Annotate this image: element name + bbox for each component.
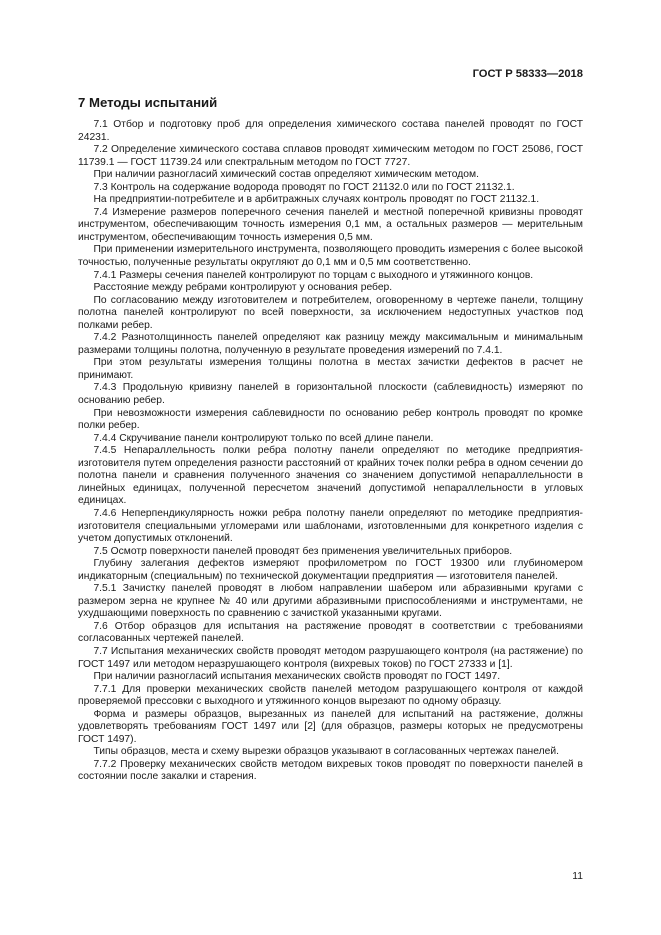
paragraph: 7.7.1 Для проверки механических свойств панелей методом разрушающего контроля от каждой проверяемой прессовки с выходного и утяжинного концов вырезают по одному образцу. bbox=[78, 683, 583, 708]
paragraph: 7.4.1 Размеры сечения панелей контролируют по торцам с выходного и утяжинного концов. bbox=[93, 269, 534, 281]
paragraph: 7.4.3 Продольную кривизну панелей в горизонтальной плоскости (саблевидность) измеряют по основанию ребер. bbox=[78, 382, 583, 407]
page-number: 11 bbox=[572, 871, 583, 882]
paragraph: При наличии разногласий испытания механических свойств проводят по ГОСТ 1497. bbox=[93, 671, 501, 683]
paragraph: 7.2 Определение химического состава сплавов проводят химическим методом по ГОСТ 25086, ГОСТ 11739.1 — ГОСТ 11739.24 или спектральным методом по ГОСТ 7727. bbox=[78, 144, 583, 168]
paragraph: 7.4.6 Неперпендикулярность ножки ребра полотну панели определяют по методике предприятия-изготовителя специальными угломерами или шаблонами, изготовленными для конкретного изделия с учетом допустимых отклонений. bbox=[78, 507, 583, 545]
paragraph: Глубину залегания дефектов измеряют профилометром по ГОСТ 19300 или глубиномером индикаторным (специальным) по технической документации предприятия — изготовителя панелей. bbox=[78, 558, 583, 582]
paragraph: 7.7.2 Проверку механических свойств методом вихревых токов проводят по поверхности панелей в состоянии после закалки и старения. bbox=[78, 758, 583, 783]
paragraph: 7.7 Испытания механических свойств проводят методом разрушающего контроля (на растяжение) по ГОСТ 1497 или методом неразрушающего контроля (вихревых токов) по ГОСТ 27333 и [1]. bbox=[78, 645, 583, 670]
paragraph: 7.4.2 Разнотолщинность панелей определяют как разницу между максимальным и минимальным размерами толщины полотна, полученную в результате проведения измерений по 7.4.1. bbox=[78, 332, 583, 356]
section-title: 7 Методы испытаний bbox=[78, 95, 218, 110]
paragraph: 7.6 Отбор образцов для испытания на растяжение проводят в соответствии с требованиями согласованных чертежей панелей. bbox=[78, 620, 583, 645]
paragraph: По согласованию между изготовителем и потребителем, оговоренному в чертеже панели, толщину полотна панелей контролируют по всей поверхности, за исключением недоступных участков под полками ребер. bbox=[78, 294, 583, 331]
document-code: ГОСТ Р 58333—2018 bbox=[472, 68, 583, 80]
paragraph: 7.1 Отбор и подготовку проб для определения химического состава панелей проводят по ГОСТ 24231. bbox=[78, 119, 583, 143]
paragraph: 7.4 Измерение размеров поперечного сечения панелей и местной поперечной кривизны проводят инструментом, обеспечивающим точность измерения 0,1 мм, а остальных размеров — мерительным инструментом, обеспечивающим точность измерения 0,5 мм. bbox=[78, 206, 583, 243]
paragraph: Расстояние между ребрами контролируют у основания ребер. bbox=[93, 282, 393, 294]
paragraph: 7.5 Осмотр поверхности панелей проводят без применения увеличительных приборов. bbox=[93, 545, 513, 557]
paragraph: Форма и размеры образцов, вырезанных из панелей для испытаний на растяжение, должны удовлетворять требованиям ГОСТ 1497 или [2] (для образцов, размеры которых не предусмотрены ГОСТ 1497). bbox=[78, 708, 583, 745]
paragraph: Типы образцов, места и схему вырезки образцов указывают в согласованных чертежах панелей. bbox=[93, 746, 559, 758]
paragraph: На предприятии-потребителе и в арбитражных случаях контроль проводят по ГОСТ 21132.1. bbox=[93, 194, 540, 206]
paragraph: При наличии разногласий химический состав определяют химическим методом. bbox=[93, 169, 479, 181]
paragraph: 7.4.4 Скручивание панели контролируют только по всей длине панели. bbox=[93, 432, 434, 444]
paragraph: При применении измерительного инструмента, позволяющего проводить измерения с более высокой точностью, полученные результаты округляют до 0,1 мм и 0,5 мм соответственно. bbox=[78, 244, 583, 269]
section-body bbox=[78, 119, 583, 784]
paragraph: 7.5.1 Зачистку панелей проводят в любом направлении шабером или абразивными кругами с размером зерна не крупнее № 40 или другими абразивными приспособлениями и инструментами, не ухудшающими поверхность по сравнению с зачисткой указанными кругами. bbox=[78, 583, 583, 620]
paragraph: При этом результаты измерения толщины полотна в местах зачистки дефектов в расчет не принимают. bbox=[78, 357, 583, 381]
paragraph: 7.3 Контроль на содержание водорода проводят по ГОСТ 21132.0 или по ГОСТ 21132.1. bbox=[93, 181, 515, 193]
paragraph: При невозможности измерения саблевидности по основанию ребер контроль проводят по кромке полки ребер. bbox=[78, 407, 583, 432]
paragraph: 7.4.5 Непараллельность полки ребра полотну панели определяют по методике предприятия-изготовителя путем определения разности расстояний от крайних точек полки ребра в одном сечении до полотна панели и сравнения полученного значения со значением допустимой непараллельности в линейных единицах, полученной пересчетом значений допустимой непараллельности в угловых единицах. bbox=[78, 445, 583, 507]
